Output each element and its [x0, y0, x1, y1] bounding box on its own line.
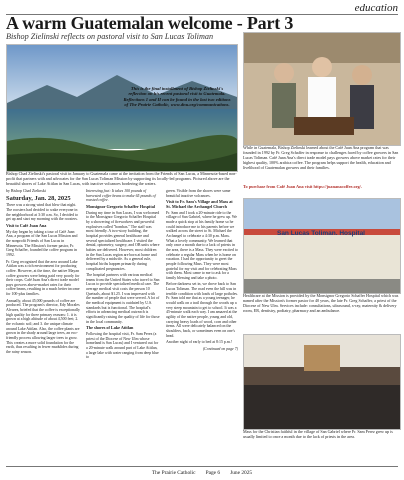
hospital-photo — [243, 198, 401, 294]
footer-date: June 2025 — [230, 470, 253, 476]
series-callout-box — [122, 86, 232, 166]
col2-interesting-fact: Interesting fact: It takes 100 pounds of harvested coffee beans to make 65 pounds of roasted coffee. — [86, 189, 156, 203]
col3-paragraph: Before darkness set in, we drove back to San Lucas Toliman. The road even the hill was in terrible condition with loads of large potholes. Fr. Sam told me that as a young teenager, he would walk on a trail through the woods up a very steep mountain to get to school. It was a 45-minute walk each way. I am amazed at the agility of the native people, young and old, carrying heavy loads of wood, corn and other items. All were delicately balanced on the shoulders, back, or sometimes even on one's head. — [166, 282, 238, 338]
dateline: Saturday, Jan. 28, 2025 — [6, 194, 71, 202]
article-column-2 — [86, 189, 160, 465]
series-callout-text: This is the final installment of Bishop Zielinski's reflection on his recent pastoral visit to Guatemala. Reflections 1 and II can be found in the last two editions of The Prairie Catholic, www.dnu.org/communications. — [123, 86, 231, 108]
continued-note: (Continued on page 7) — [202, 347, 238, 351]
hospital-image — [244, 199, 400, 293]
col3-paragraph: Fr. Sam and I took a 20-minute ride to the village of San Gabriel, where he grew up. We made a quick stop at his family home so he could introduce me to his parents before we walked across the street to St. Michael the Archangel to celebrate a 4:30 p.m. Mass. What a lovely community. We learned that only once a month due to a lack of priests in the area, there is a Mass. They were excited to celebrate a regular Mass when he is home on vacation. I had the opportunity to greet the people following Mass. They were most grateful for my visit and for celebrating Mass with them. Most came to me to ask for a family blessing and take a photo. — [166, 210, 238, 280]
cafe-juan-ana-link[interactable]: To purchase from Café Juan Ana visit https://juananacoffee.org/. — [243, 184, 362, 189]
col3-subhead: Visit to Fr. Sam's Village and Mass at St. Michael the Archangel Church — [166, 199, 233, 209]
byline: by Bishop Chad Zielinski — [6, 189, 46, 193]
col1-paragraph: Fr. Greg recognized that the area around Lake Atitlan was a rich environment for producing coffee. However, at the time, the native Mayan coffee growers were being paid very poorly for their crops. Café Juan Ana's direct trade model pays growers above-market rates for their coffee beans, resulting in a much better income for 100-plus families. — [6, 259, 80, 297]
col2-subhead: Monsignor Gregorio Schaffer Hospital — [86, 203, 155, 209]
footer-page-number: Page 6 — [205, 470, 221, 476]
coffee-program-caption: While in Guatemala, Bishop Zielinski learned about the Café Juan Ana program that was founded in 1992 by Fr. Greg Schaffer in response to challenges faced by coffee growers in San Lucas Toliman. Café Juan Ana's direct trade model pays growers above market rates for their highest quality, 100% arabica coffee. The program helps support the health, education and livelihood of Guatemalan growers and their families. — [243, 145, 399, 170]
col3-paragraph: Another night of early to bed at 8:15 p.m.! — [166, 340, 233, 345]
lake-photo-caption: Bishop Chad Zielinski's pastoral visit in January to Guatemala came at the invitation from the Friends of San Lucas, a Minnesota-based non-profit that partners with and advocates for the San Lucas Toliman Mission by supporting its locally-led programs. Pictured above are the beautiful shores of Lake Atitlan in San Lucas, with inactive volcanoes bordering the waters. — [6, 171, 237, 186]
coffee-program-image — [244, 33, 400, 145]
church-mass-image — [244, 335, 400, 429]
col1-paragraph: There was a strong wind that blew that night. The roosters had decided to wake everyone in the neighborhood at 3:30 a.m. So, I decided to get up and start my morning with the roosters. — [6, 203, 79, 222]
col1-subhead: Visit to Café Juan Ana — [6, 222, 47, 228]
article-column-1 — [6, 189, 80, 465]
footer-publication: The Prairie Catholic — [151, 470, 196, 476]
footer-rule — [6, 466, 398, 467]
church-mass-caption: Mass for the Christian faithful in the village of San Gabriel where Fr. Sam Perez grew up is usually limited to once a month due to the lack of priests in the area. — [243, 429, 393, 439]
hospital-caption: Healthcare at the Mission is provided by the Monsignor Gregorio Schaffer Hospital which was named after the Mission's former pastor for 40 years, the late Fr. Greg Schaffer, a priest of the Diocese of New Ulm. Services include: consultations, ultrasound, x-ray, maternity & delivery room, ER, dentistry, podiatry, pharmacy and an ambulance. — [243, 293, 399, 313]
page-footer — [6, 470, 398, 476]
col2-paragraph: The hospital partners with various medical teams from the United States who travel to San Lucas to provide specialized medical care. The average medical visit costs the person 10 Quetzals, about $1.25. I was impressed with the number of people that were served. A lot of the medical equipment is outdated by U.S. standards but is functional. The hospital's efforts in advancing medical outreach is significantly raising the quality of life for those in the local community. — [86, 273, 160, 324]
col1-paragraph: My day began by taking a tour of Café Juan Ana, a program of the San Lucas Mission and the nonprofit Friends of San Lucas in Minnesota. The Mission's former pastor, Fr. Greg Schaffer, founded the coffee program in 1992. — [6, 229, 78, 257]
col3-paragraph: green. Visible from the shores were some beautiful inactive volcanoes. — [166, 189, 231, 198]
church-mass-photo — [243, 334, 401, 430]
page-title: A warm Guatemalan welcome - Part 3 — [6, 13, 294, 33]
page-subtitle: Bishop Zielinski reflects on pastoral visit to San Lucas Toliman — [6, 32, 214, 41]
article-column-3 — [166, 189, 238, 465]
hospital-sign: San Lucas Toliman. Hospital — [276, 230, 365, 237]
col2-subhead: The shores of Lake Atitlan — [86, 325, 134, 331]
coffee-program-photo — [243, 32, 401, 146]
col2-paragraph: During my time in San Lucas, I was welcomed to the Monsignor Gregorio Schaffer Hospital by a showering of fireworkers and powerful explosives called "bombas." The staff was most friendly. A two-story building, the hospital provides general healthcare and several specialized healthcare. I visited the dental, optometry, surgery, and OB units where babies are delivered. However, most children in the San Lucas region are born at home and delivered by a midwife. As a general rule, hospital births happen primarily during complicated pregnancies. — [86, 210, 160, 271]
section-label: education — [354, 2, 398, 14]
col2-paragraph: Following the hospital visit, Fr. Sam Perez (a priest of the Diocese of New Ulm whose homeland is San Lucas) and I ventured out for a 20-minute walk around part of Lake Atitlan, a large lake with water ranging from deep blue to — [86, 332, 159, 360]
col1-paragraph: Annually, about 45,000 pounds of coffee are produced. The program's director, Edy Morales Alvarez, briefed that the coffee is exceptionally high quality for three primary reasons: 1. it is grown at a high altitude of about 4,500 feet; 2. the volcanic soil; and 3. the unique climate around Lake Atitlan. Also, the coffee plants are grown in the shady around large trees, an eco-friendly process allowing larger trees to grow. This creates a more solid foundation for the earth, thus resulting in fewer mudslides during the rainy season. — [6, 298, 80, 354]
